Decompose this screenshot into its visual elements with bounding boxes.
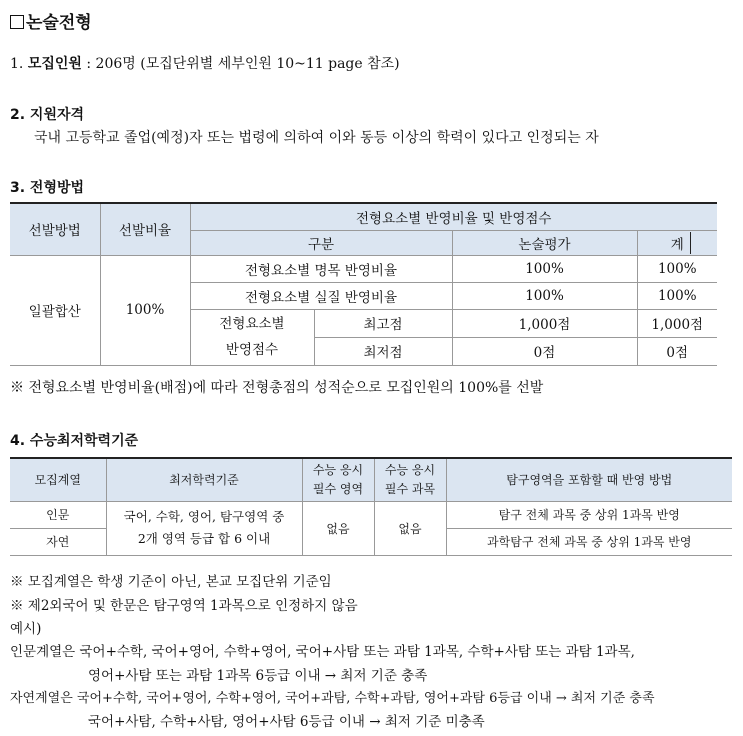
- cell-min-label: 최저점: [314, 337, 452, 365]
- note-line: 국어+사탐, 수학+사탐, 영어+사탐 6등급 이내 → 최저 기준 미충족: [88, 714, 485, 730]
- header-group: 전형요소별 반영비율 및 반영점수: [190, 203, 717, 230]
- cell-method: 일괄합산: [10, 255, 100, 365]
- note-line: ※ 모집계열은 학생 기준이 아닌, 본교 모집단위 기준임: [10, 574, 332, 590]
- cell-max-essay: 1,000점: [452, 309, 637, 337]
- recruit-count-label: 모집인원: [27, 56, 82, 72]
- criteria-line-2: 2개 영역 등급 합 6 이내: [137, 531, 271, 546]
- cell-row-label: 전형요소별 실질 반영비율: [190, 282, 452, 309]
- cell-field-science: 자연: [10, 528, 106, 555]
- note-line: 자연계열은 국어+수학, 국어+영어, 수학+영어, 국어+과탐, 수학+과탐, 영어+과탐 6등급 이내 → 최저 기준 충족: [10, 691, 655, 706]
- section-4-heading: 4. 수능최저학력기준: [10, 433, 139, 449]
- recruit-count-text: : 206명 (모집단위별 세부인원 10~11 page 참조): [81, 56, 400, 72]
- header-required-subject: [374, 458, 446, 501]
- cell-total: 100%: [637, 255, 717, 282]
- recruit-count-line: [10, 53, 400, 73]
- criteria-line-1: 국어, 수학, 영어, 탐구영역 중: [123, 509, 285, 524]
- section-1-number: 1.: [10, 56, 24, 72]
- cell-ratio: 100%: [100, 255, 190, 365]
- cell-row-label: 전형요소별 명목 반영비율: [190, 255, 452, 282]
- cell-field-humanities: 인문: [10, 501, 106, 528]
- header-method: 선발방법: [10, 203, 100, 255]
- header-criteria: 최저학력기준: [106, 458, 302, 501]
- cell-total: 100%: [637, 282, 717, 309]
- cell-min-essay: 0점: [452, 337, 637, 365]
- header-required-area: [302, 458, 374, 501]
- cell-max-label: 최고점: [314, 309, 452, 337]
- score-label-line-1: 전형요소별: [219, 316, 285, 332]
- cell-required-subject: 없음: [374, 501, 446, 555]
- header-required-subject-line-2: 필수 과목: [384, 481, 436, 496]
- cell-min-total: 0점: [637, 337, 717, 365]
- header-essay: 논술평가: [452, 230, 637, 255]
- cell-required-area: 없음: [302, 501, 374, 555]
- note-line: 영어+사탐 또는 과탐 1과목 6등급 이내 → 최저 기준 충족: [88, 668, 428, 684]
- header-division: 구분: [190, 230, 452, 255]
- note-example-label: 예시): [10, 621, 42, 637]
- note-line: ※ 제2외국어 및 한문은 탐구영역 1과목으로 인정하지 않음: [10, 598, 358, 614]
- cell-essay: 100%: [452, 255, 637, 282]
- minimum-score-table: [10, 457, 732, 556]
- header-required-area-line-1: 수능 응시: [312, 462, 364, 477]
- header-total: 계: [637, 230, 717, 255]
- header-required-subject-line-1: 수능 응시: [384, 462, 436, 477]
- selection-note: ※ 전형요소별 반영비율(배점)에 따라 전형총점의 성적순으로 모집인원의 100%를 선발: [10, 380, 544, 396]
- checkbox-square-icon: [10, 15, 24, 29]
- header-inquiry-method: 탐구영역을 포함할 때 반영 방법: [446, 458, 732, 501]
- eligibility-text: 국내 고등학교 졸업(예정)자 또는 법령에 의하여 이와 동등 이상의 학력이 있다고 인정되는 자: [34, 130, 599, 146]
- section-2-heading: 2. 지원자격: [10, 107, 85, 123]
- score-label-line-2: 반영점수: [225, 342, 279, 358]
- cursor-mark: [690, 232, 691, 254]
- selection-method-table: [10, 202, 717, 366]
- cell-criteria: [106, 501, 302, 555]
- header-required-area-line-2: 필수 영역: [312, 481, 364, 496]
- page-title: [10, 8, 92, 33]
- cell-method-science: 과학탐구 전체 과목 중 상위 1과목 반영: [446, 528, 732, 555]
- cell-score-label: [190, 309, 314, 365]
- cell-essay: 100%: [452, 282, 637, 309]
- cell-method-humanities: 탐구 전체 과목 중 상위 1과목 반영: [446, 501, 732, 528]
- cell-max-total: 1,000점: [637, 309, 717, 337]
- header-field: 모집계열: [10, 458, 106, 501]
- note-line: 인문계열은 국어+수학, 국어+영어, 수학+영어, 국어+사탐 또는 과탐 1과목, 수학+사탐 또는 과탐 1과목,: [10, 644, 635, 660]
- section-3-heading: 3. 전형방법: [10, 180, 85, 196]
- page-title-text: 논술전형: [26, 13, 92, 33]
- header-ratio: 선발비율: [100, 203, 190, 255]
